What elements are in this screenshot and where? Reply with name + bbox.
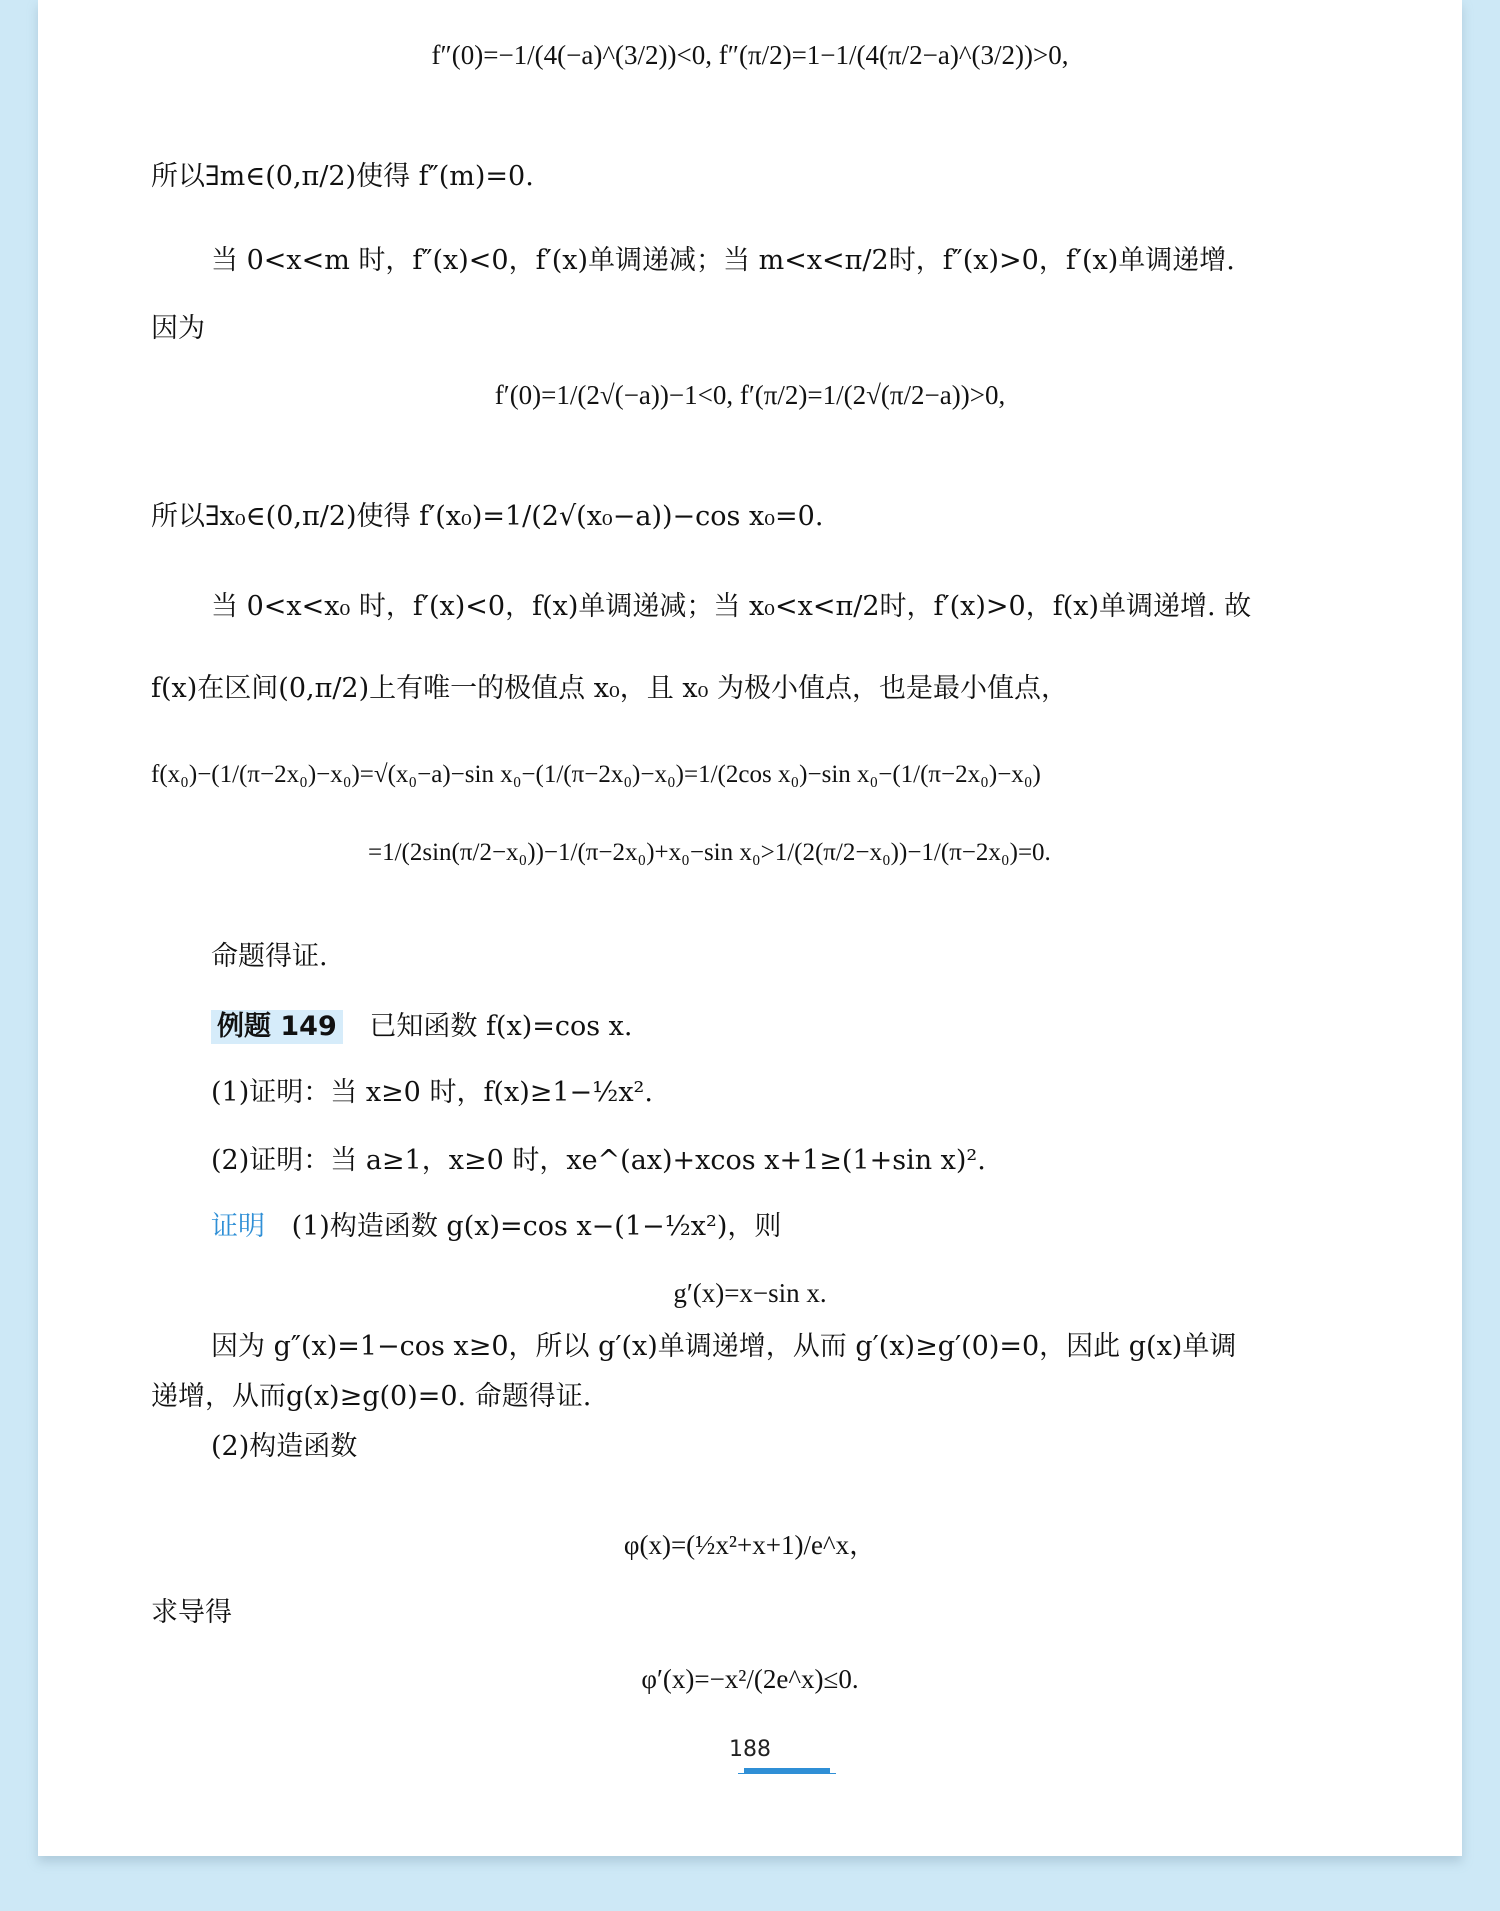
text-proposition-proved: 命题得证. (211, 941, 328, 972)
text-g-increasing: 递增，从而g(x)≥g(0)=0. 命题得证. (151, 1381, 592, 1412)
equation-difference-2: =1/(2sin(π/2−x₀))−1/(π−2x₀)+x₀−sin x₀>1/(2(π/2−x₀))−1/(π−2x₀)=0. (368, 839, 1051, 866)
equation-g-prime: g′(x)=x−sin x. (673, 1278, 827, 1308)
text-monotonic-f: 当 0<x<x₀ 时，f′(x)<0，f(x)单调递减；当 x₀<x<π/2时，f′(x)>0，f(x)单调递增. 故 (211, 591, 1252, 622)
equation-first-derivative-bounds: f′(0)=1/(2√(−a))−1<0, f′(π/2)=1/(2√(π/2−a))>0, (494, 380, 1006, 410)
text-because: 因为 (151, 313, 205, 344)
document-page (38, 0, 1462, 1856)
text-exists-x0: 所以∃x₀∈(0,π/2)使得 f′(x₀)=1/(2√(x₀−a))−cos x₀=0. (151, 501, 824, 532)
equation-difference-1: f(x₀)−(1/(π−2x₀)−x₀)=√(x₀−a)−sin x₀−(1/(π−2x₀)−x₀)=1/(2cos x₀)−sin x₀−(1/(π−2x₀)−x₀) (151, 761, 1041, 788)
example-statement: 已知函数 f(x)=cos x. (369, 1011, 633, 1042)
equation-phi: φ(x)=(½x²+x+1)/e^x， (623, 1530, 877, 1560)
text-exists-m: 所以∃m∈(0,π/2)使得 f″(m)=0. (151, 161, 534, 192)
proof-intro (211, 1210, 781, 1244)
proof-construct-g: (1)构造函数 g(x)=cos x−(1−½x²)，则 (291, 1211, 782, 1242)
text-unique-extremum: f(x)在区间(0,π/2)上有唯一的极值点 x₀，且 x₀ 为极小值点，也是最小值点， (151, 673, 1068, 704)
example-label: 例题 149 (211, 1010, 343, 1044)
page-number-underline-thin (738, 1773, 836, 1774)
proof-label: 证明 (211, 1211, 265, 1242)
page-number: 188 (729, 1737, 771, 1762)
page-content (38, 0, 1462, 1856)
example-heading (211, 1010, 632, 1044)
example-part-1: (1)证明：当 x≥0 时，f(x)≥1−½x². (211, 1077, 653, 1108)
text-construct-phi: (2)构造函数 (211, 1431, 358, 1462)
text-g-second-derivative: 因为 g″(x)=1−cos x≥0，所以 g′(x)单调递增，从而 g′(x)≥g′(0)=0，因此 g(x)单调 (211, 1331, 1237, 1362)
text-monotonic-f-prime: 当 0<x<m 时，f″(x)<0，f′(x)单调递减；当 m<x<π/2时，f″(x)>0，f′(x)单调递增. (211, 245, 1235, 276)
example-part-2: (2)证明：当 a≥1，x≥0 时，xe^(ax)+xcos x+1≥(1+sin x)². (211, 1145, 986, 1176)
text-derivative: 求导得 (151, 1597, 232, 1628)
equation-second-derivative-bounds: f″(0)=−1/(4(−a)^(3/2))<0, f″(π/2)=1−1/(4(π/2−a)^(3/2))>0, (431, 40, 1069, 70)
equation-phi-prime: φ′(x)=−x²/(2e^x)≤0. (641, 1664, 859, 1694)
